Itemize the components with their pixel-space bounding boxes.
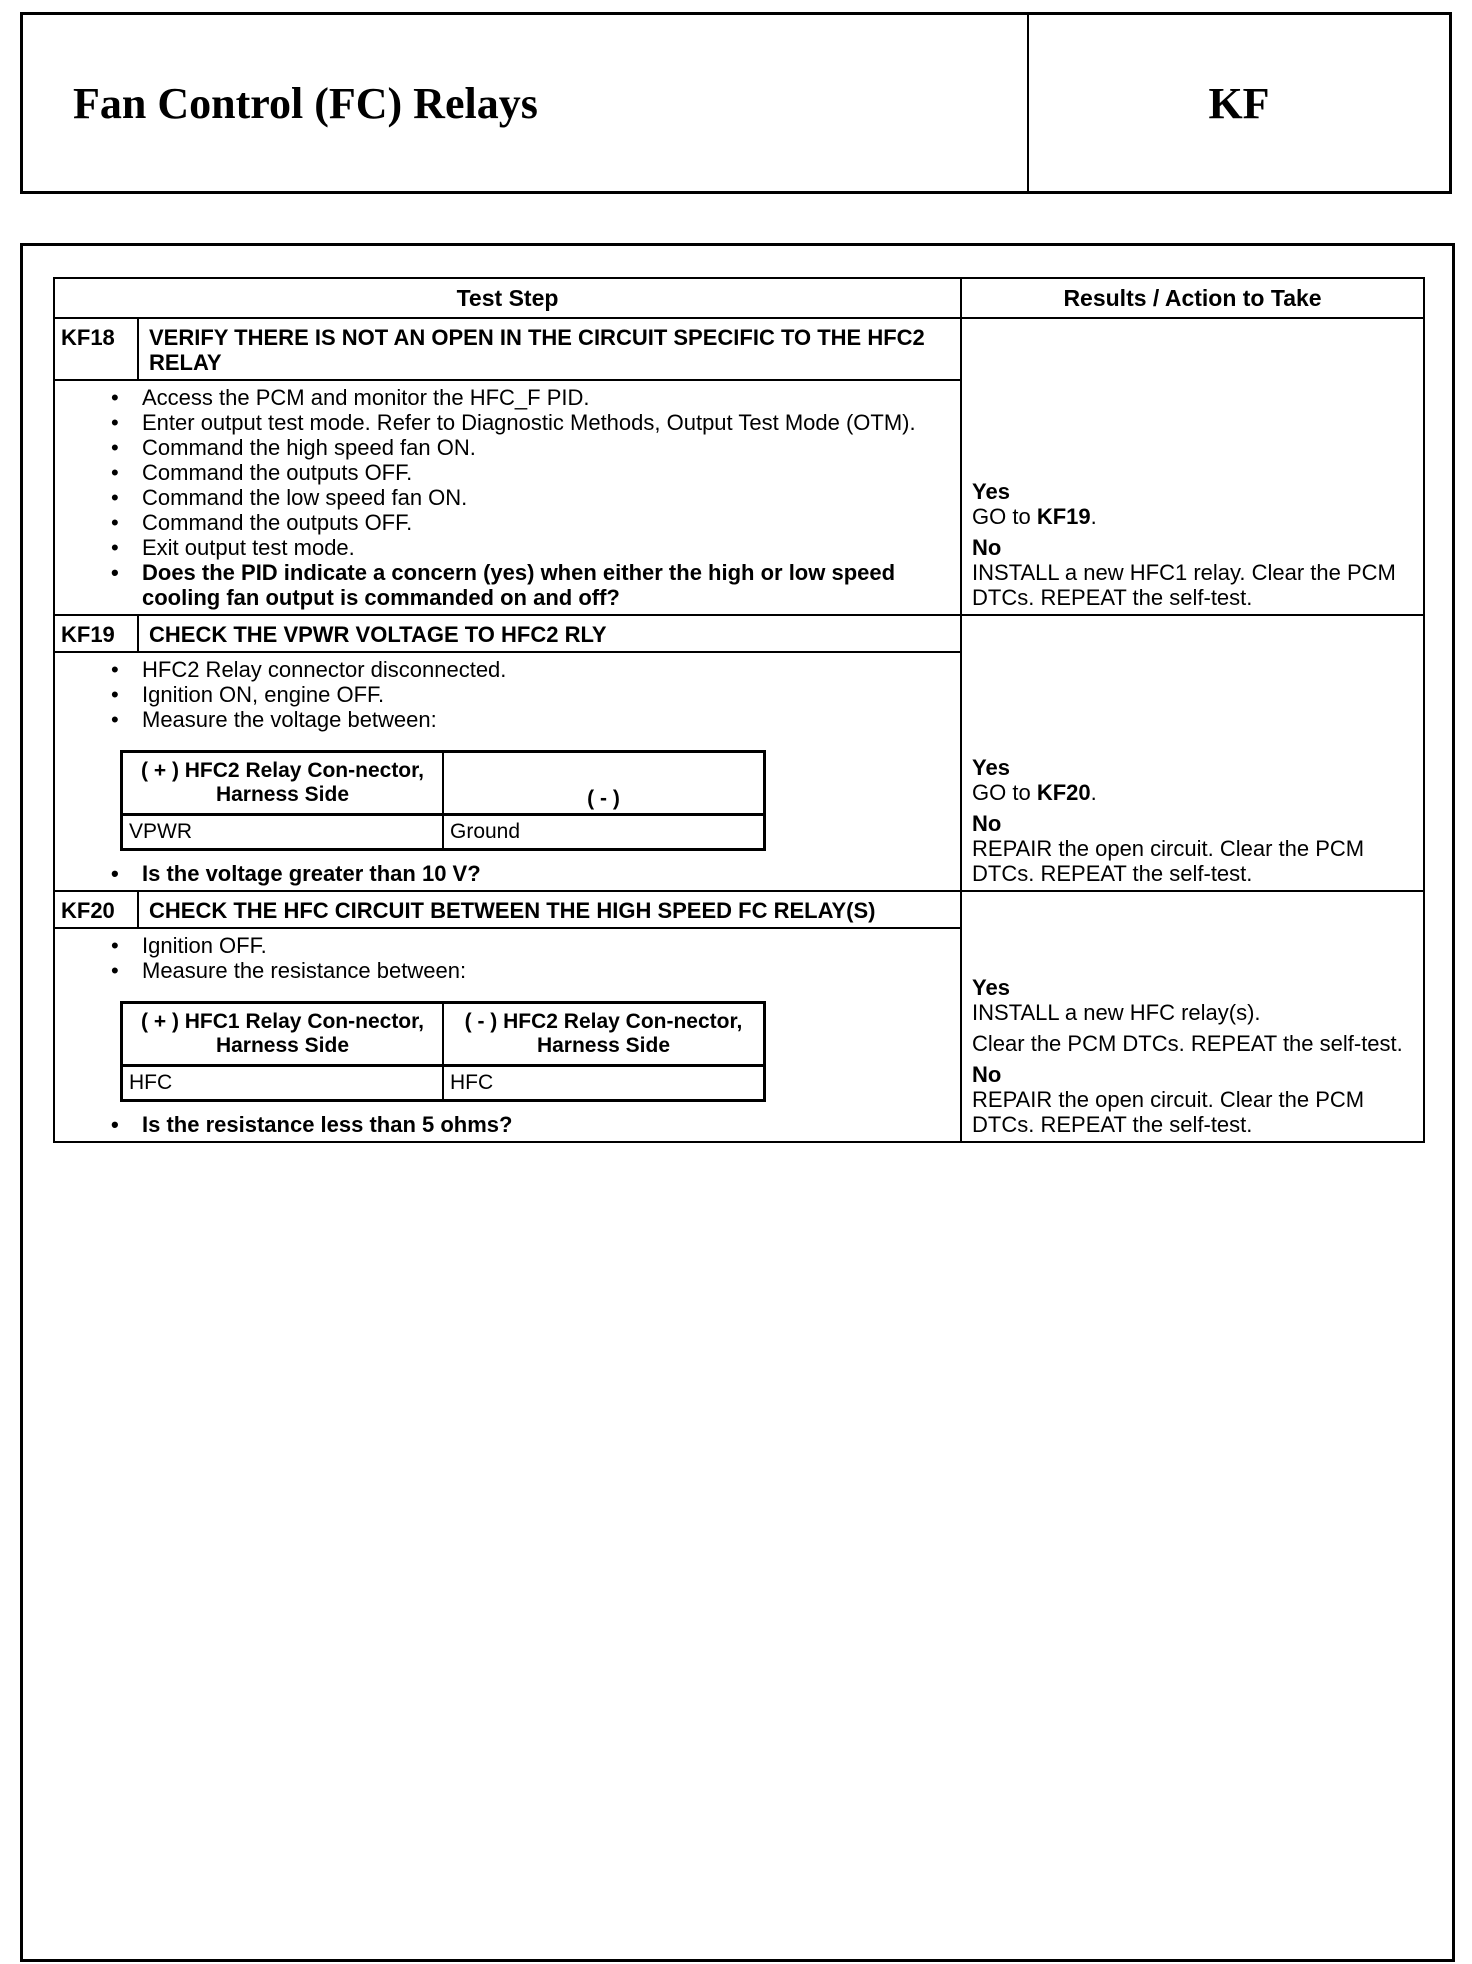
result-yes-text [972,780,1415,805]
instruction-item: • Measure the voltage between: [95,707,950,732]
instruction-item: • HFC2 Relay connector disconnected. [95,657,950,682]
goto-step-link[interactable]: KF19 [1036,504,1091,529]
measurement-header-row [122,752,765,815]
result-no-label: No [972,535,1002,560]
measurement-value-negative: Ground [443,815,765,850]
step-results [961,318,1424,615]
result-no-text: REPAIR the open circuit. Clear the PCM DTCs. REPEAT the self-test. [972,836,1365,886]
result-yes-prefix: GO to [972,504,1037,529]
step-title-row [54,615,1424,652]
instruction-item: • Command the outputs OFF. [95,460,950,485]
step-title-row [54,318,1424,380]
step-question-list [95,1112,950,1137]
measurement-value-positive: VPWR [122,815,444,850]
step-results [961,891,1424,1142]
step-code: KF19 [54,615,138,652]
instruction-item: • Access the PCM and monitor the HFC_F PID. [95,385,950,410]
step-question: • Does the PID indicate a concern (yes) when either the high or low speed cooling fan output is commanded on and off? [95,560,950,610]
goto-step-link[interactable]: KF20 [1036,780,1091,805]
measurement-header-negative: ( - ) [443,752,765,815]
step-question-list [95,861,950,886]
step-body [54,928,961,1142]
step-instructions [95,657,950,732]
result-yes-label: Yes [972,479,1010,504]
result-no-text: INSTALL a new HFC1 relay. Clear the PCM DTCs. REPEAT the self-test. [972,560,1396,610]
measurement-header-negative: ( - ) HFC2 Relay Con-nector, Harness Side [443,1003,765,1066]
instruction-item: • Command the outputs OFF. [95,510,950,535]
step-instructions [95,933,950,983]
page-header [20,12,1452,194]
measurement-table [120,750,766,851]
measurement-row [122,815,765,850]
result-no-label: No [972,811,1002,836]
step-body [54,652,961,891]
diagnostic-table [53,277,1425,1143]
measurement-value-negative: HFC [443,1066,765,1101]
step-results [961,615,1424,891]
result-yes-suffix: . [1090,504,1097,529]
measurement-header-positive: ( + ) HFC1 Relay Con-nector, Harness Side [122,1003,444,1066]
step-body [54,380,961,615]
measurement-value-positive: HFC [122,1066,444,1101]
result-yes-text-2: Clear the PCM DTCs. REPEAT the self-test. [972,1031,1403,1056]
step-title: CHECK THE VPWR VOLTAGE TO HFC2 RLY [138,615,961,652]
measurement-header-row [122,1003,765,1066]
result-yes-text: INSTALL a new HFC relay(s). [972,1000,1261,1025]
step-instructions [95,385,950,610]
step-code: KF18 [54,318,138,380]
result-yes-label: Yes [972,975,1010,1000]
instruction-item: • Exit output test mode. [95,535,950,560]
step-title-row [54,891,1424,928]
column-header-test-step: Test Step [54,278,961,318]
measurement-table [120,1001,766,1102]
result-no-text: REPAIR the open circuit. Clear the PCM DTCs. REPEAT the self-test. [972,1087,1365,1137]
step-title: CHECK THE HFC CIRCUIT BETWEEN THE HIGH SPEED FC RELAY(S) [138,891,961,928]
step-code: KF20 [54,891,138,928]
result-yes-suffix: . [1090,780,1097,805]
step-question: • Is the voltage greater than 10 V? [95,861,950,886]
result-yes-text [972,504,1415,529]
instruction-item: • Command the high speed fan ON. [95,435,950,460]
page-title: Fan Control (FC) Relays [23,15,1029,191]
step-question: • Is the resistance less than 5 ohms? [95,1112,950,1137]
result-no-label: No [972,1062,1002,1087]
measurement-row [122,1066,765,1101]
table-header-row [54,278,1424,318]
instruction-item: • Ignition ON, engine OFF. [95,682,950,707]
result-yes-prefix: GO to [972,780,1037,805]
section-code: KF [1208,78,1270,128]
step-title: VERIFY THERE IS NOT AN OPEN IN THE CIRCUIT SPECIFIC TO THE HFC2 RELAY [138,318,961,380]
instruction-item: • Command the low speed fan ON. [95,485,950,510]
instruction-item: • Enter output test mode. Refer to Diagnostic Methods, Output Test Mode (OTM). [95,410,950,435]
instruction-item: • Measure the resistance between: [95,958,950,983]
result-yes-label: Yes [972,755,1010,780]
measurement-header-positive: ( + ) HFC2 Relay Con-nector, Harness Side [122,752,444,815]
instruction-item: • Ignition OFF. [95,933,950,958]
column-header-results: Results / Action to Take [961,278,1424,318]
